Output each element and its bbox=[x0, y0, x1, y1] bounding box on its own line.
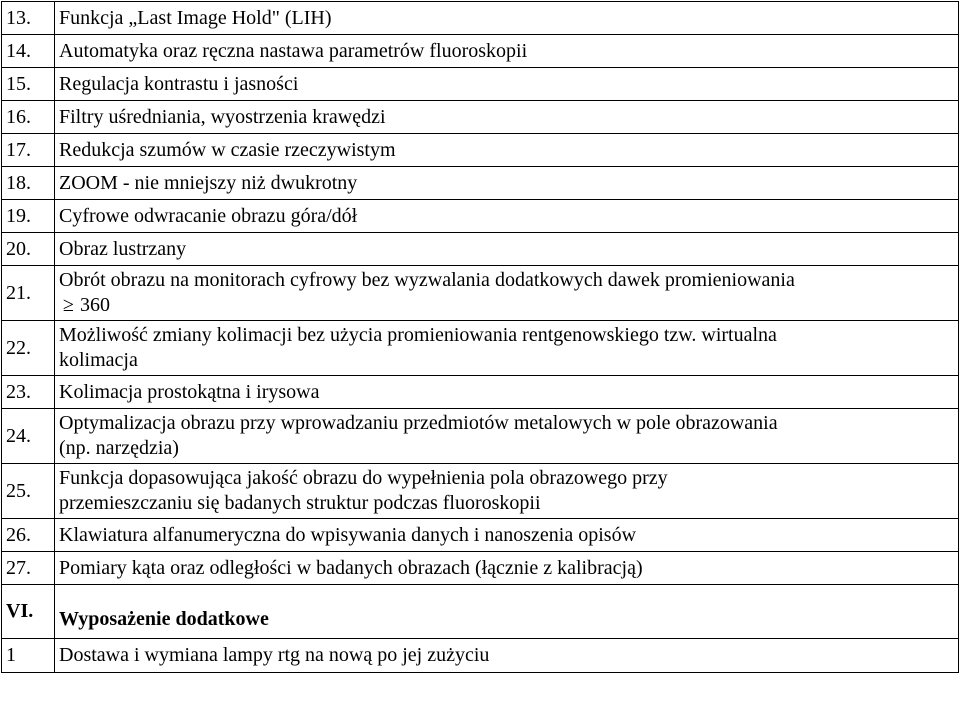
row-text: Kolimacja prostokątna i irysowa bbox=[55, 376, 959, 409]
table-row bbox=[2, 519, 959, 552]
table-row bbox=[2, 101, 959, 134]
row-number: 16. bbox=[2, 101, 55, 134]
row-number: 18. bbox=[2, 167, 55, 200]
row-number: 26. bbox=[2, 519, 55, 552]
row-number: 25. bbox=[2, 464, 55, 519]
table-row bbox=[2, 233, 959, 266]
table-row bbox=[2, 376, 959, 409]
row-text: Klawiatura alfanumeryczna do wpisywania danych i nanoszenia opisów bbox=[55, 519, 959, 552]
row-text-line: Możliwość zmiany kolimacji bez użycia promieniowania rentgenowskiego tzw. wirtualna bbox=[59, 324, 777, 346]
table-row bbox=[2, 35, 959, 68]
row-number: 17. bbox=[2, 134, 55, 167]
specification-table bbox=[1, 1, 959, 673]
row-number: 20. bbox=[2, 233, 55, 266]
table-row bbox=[2, 552, 959, 585]
row-text-line: Obrót obrazu na monitorach cyfrowy bez wyzwalania dodatkowych dawek promieniowania bbox=[59, 269, 795, 291]
row-number: 24. bbox=[2, 409, 55, 464]
row-number: 27. bbox=[2, 552, 55, 585]
row-text: Funkcja „Last Image Hold" (LIH) bbox=[55, 2, 959, 35]
row-text-line: (np. narzędzia) bbox=[59, 437, 179, 459]
table-row bbox=[2, 266, 959, 321]
row-number: 15. bbox=[2, 68, 55, 101]
table-row bbox=[2, 68, 959, 101]
angle-value: 360 bbox=[79, 294, 110, 316]
row-number: 19. bbox=[2, 200, 55, 233]
greater-or-equal-symbol: ≥ bbox=[63, 294, 74, 316]
table-row bbox=[2, 2, 959, 35]
row-text: Redukcja szumów w czasie rzeczywistym bbox=[55, 134, 959, 167]
table-row bbox=[2, 200, 959, 233]
section-header-row bbox=[2, 585, 959, 639]
row-text bbox=[55, 409, 959, 464]
row-text: Obraz lustrzany bbox=[55, 233, 959, 266]
row-text: Regulacja kontrastu i jasności bbox=[55, 68, 959, 101]
row-number: 22. bbox=[2, 321, 55, 376]
row-text-line bbox=[59, 293, 954, 318]
row-text-line: przemieszczaniu się badanych struktur podczas fluoroskopii bbox=[59, 492, 541, 514]
row-text: ZOOM - nie mniejszy niż dwukrotny bbox=[55, 167, 959, 200]
table-row bbox=[2, 464, 959, 519]
row-number: 21. bbox=[2, 266, 55, 321]
table-row bbox=[2, 321, 959, 376]
table-row bbox=[2, 639, 959, 673]
row-number: 14. bbox=[2, 35, 55, 68]
row-number: 1 bbox=[2, 639, 55, 673]
row-text-line: Funkcja dopasowująca jakość obrazu do wypełnienia pola obrazowego przy bbox=[59, 467, 668, 489]
row-number: 23. bbox=[2, 376, 55, 409]
section-number: VI. bbox=[2, 585, 55, 639]
row-text: Automatyka oraz ręczna nastawa parametrów fluoroskopii bbox=[55, 35, 959, 68]
section-title: Wyposażenie dodatkowe bbox=[55, 585, 959, 639]
row-text: Cyfrowe odwracanie obrazu góra/dół bbox=[55, 200, 959, 233]
row-text-line: kolimacja bbox=[59, 349, 138, 371]
table-row bbox=[2, 409, 959, 464]
row-text bbox=[55, 266, 959, 321]
row-text: Dostawa i wymiana lampy rtg na nową po jej zużyciu bbox=[55, 639, 959, 673]
row-text: Pomiary kąta oraz odległości w badanych obrazach (łącznie z kalibracją) bbox=[55, 552, 959, 585]
row-text bbox=[55, 321, 959, 376]
table-row bbox=[2, 167, 959, 200]
row-text: Filtry uśredniania, wyostrzenia krawędzi bbox=[55, 101, 959, 134]
row-text-line: Optymalizacja obrazu przy wprowadzaniu przedmiotów metalowych w pole obrazowania bbox=[59, 412, 778, 434]
row-text bbox=[55, 464, 959, 519]
table-row bbox=[2, 134, 959, 167]
row-number: 13. bbox=[2, 2, 55, 35]
